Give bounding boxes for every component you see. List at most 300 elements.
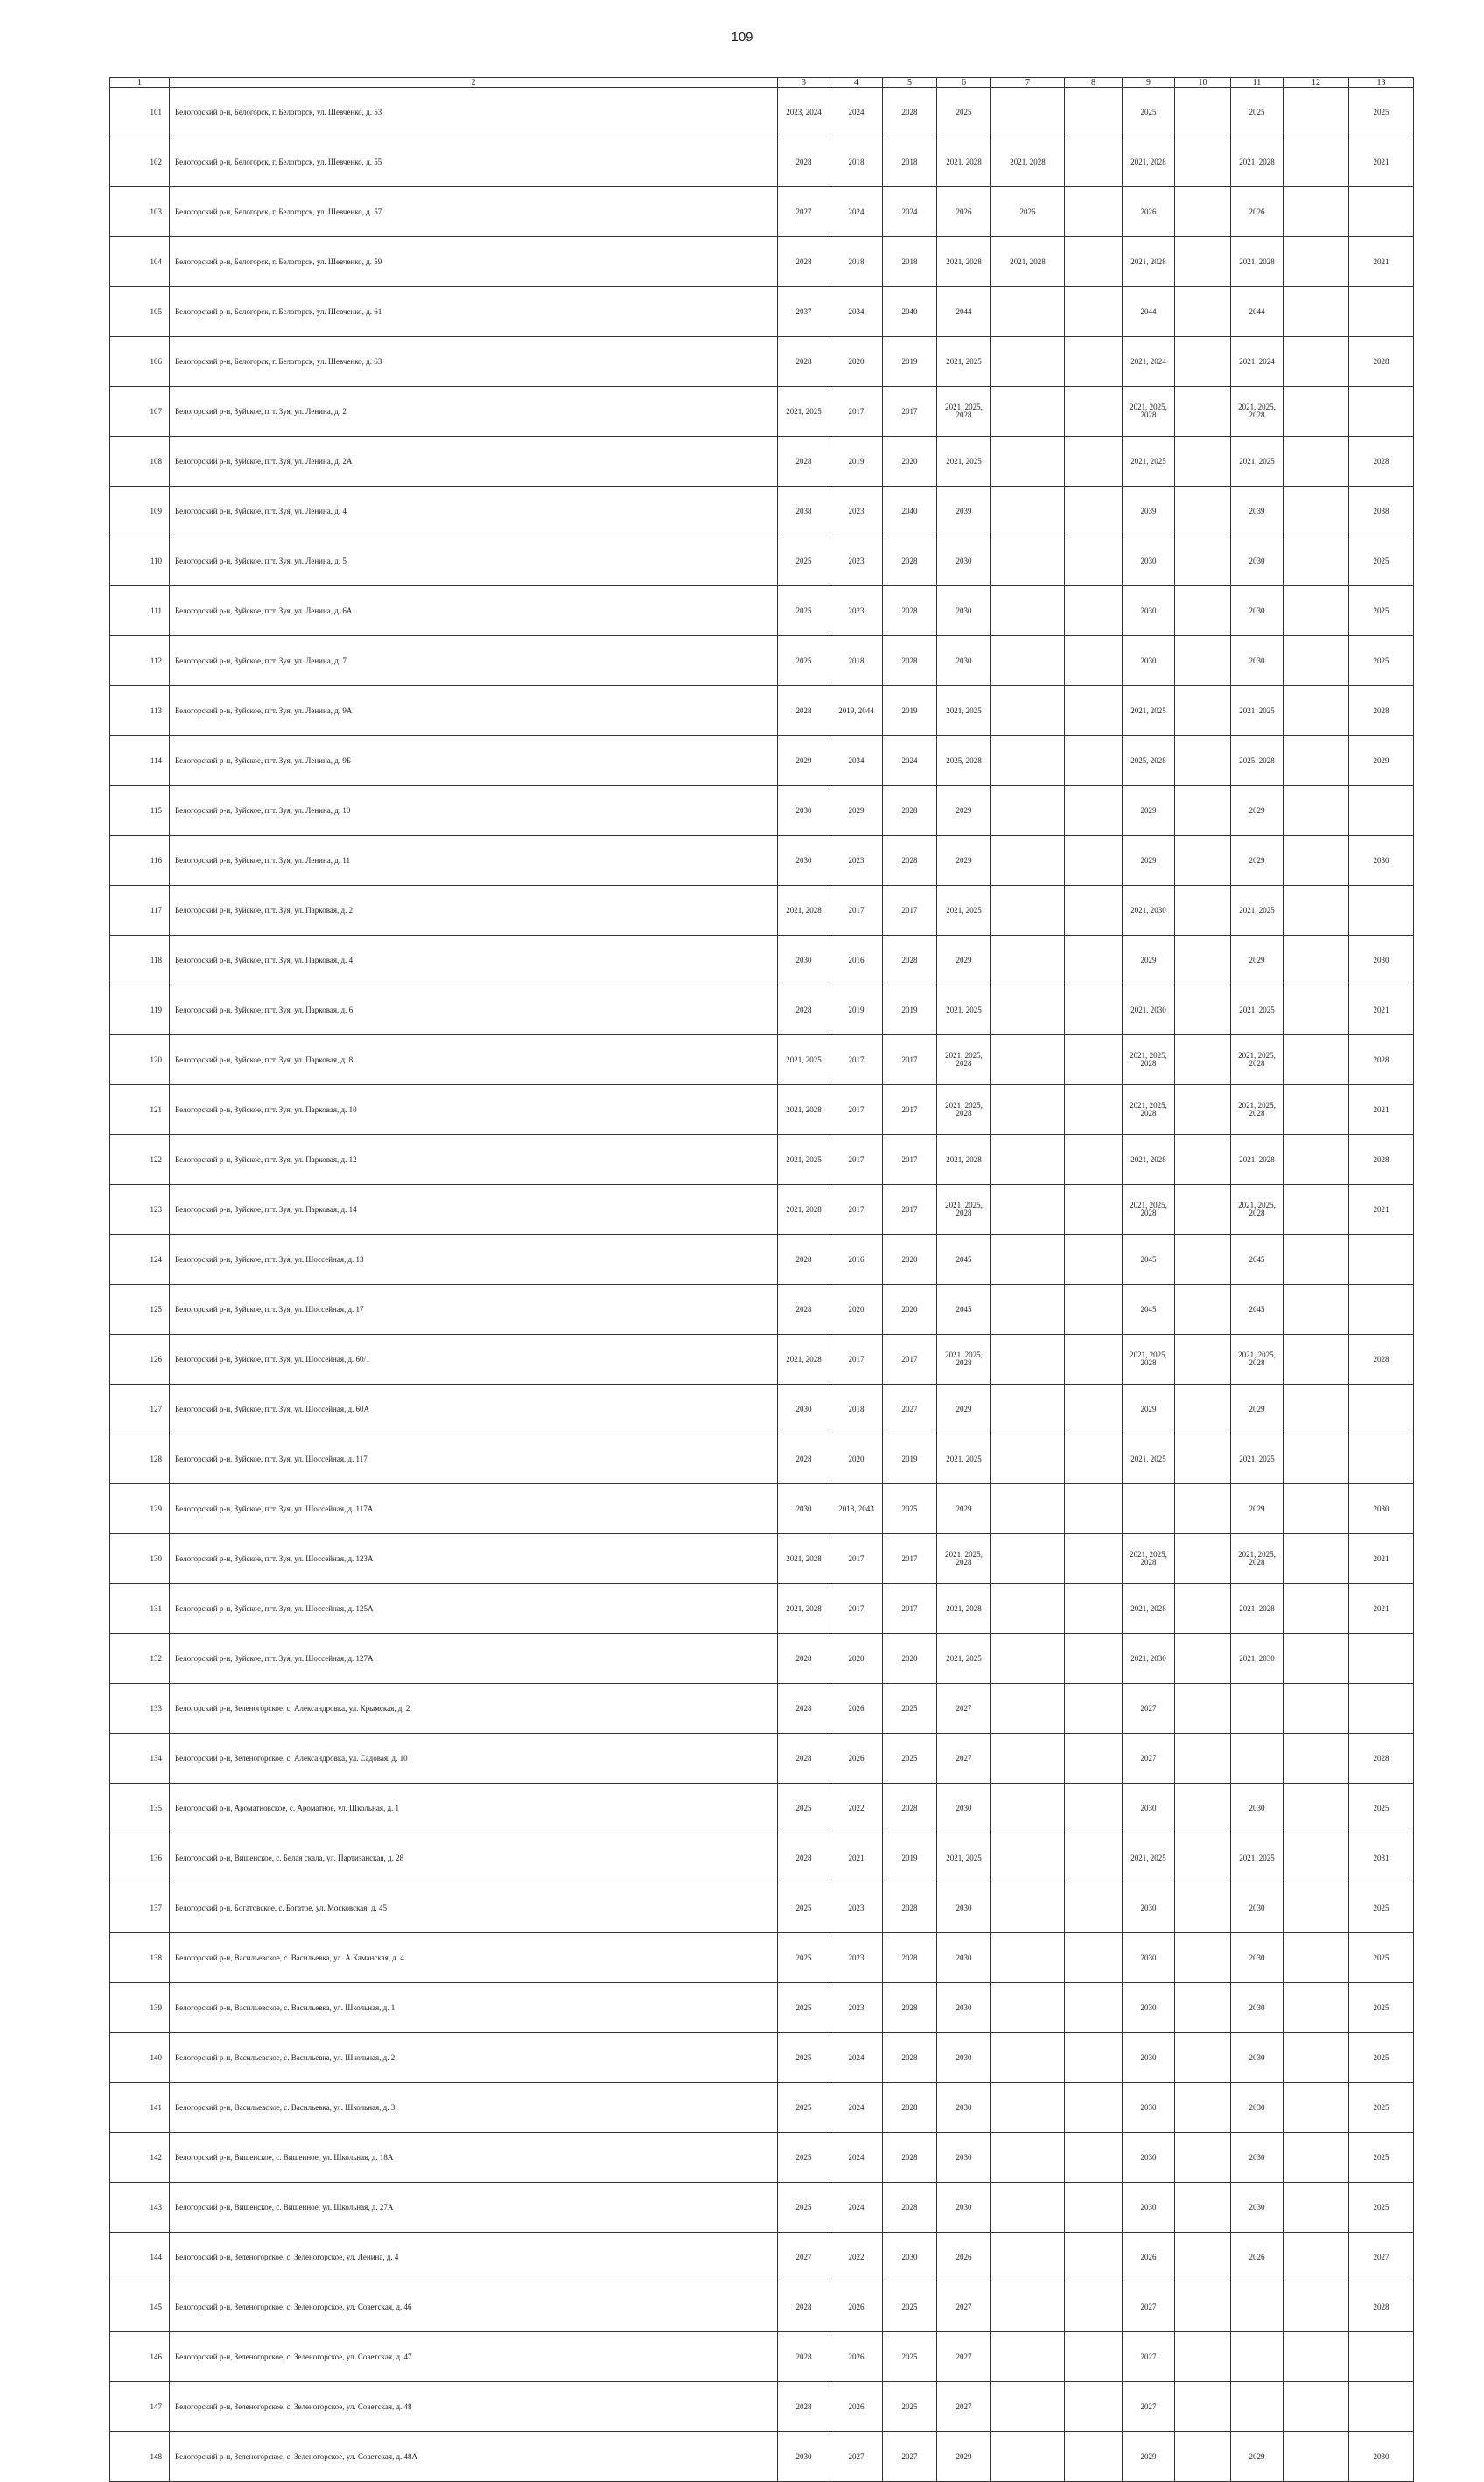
column-header: 11 xyxy=(1231,78,1284,88)
value-cell: 2024 xyxy=(830,2133,883,2183)
value-cell: 2021, 2024 xyxy=(1231,337,1284,387)
value-cell: 2025 xyxy=(1349,1983,1414,2033)
value-cell xyxy=(1231,1734,1284,1784)
value-cell: 2027 xyxy=(1123,1684,1175,1734)
value-cell xyxy=(1349,2382,1414,2432)
address-cell: Белогорский р-н, Зуйское, пгт. Зуя, ул. Ленина, д. 6А xyxy=(170,586,778,636)
value-cell xyxy=(1065,1434,1123,1484)
value-cell xyxy=(1284,1285,1349,1335)
address-cell: Белогорский р-н, Белогорск, г. Белогорск, ул. Шевченко, д. 53 xyxy=(170,88,778,137)
value-cell: 2021, 2025 xyxy=(937,1634,991,1684)
table-row xyxy=(110,636,1414,686)
table-row xyxy=(110,1085,1414,1135)
value-cell: 2028 xyxy=(883,586,937,636)
value-cell xyxy=(1284,1135,1349,1185)
value-cell xyxy=(991,2432,1065,2482)
value-cell: 2023 xyxy=(830,1983,883,2033)
row-number-cell: 133 xyxy=(110,1684,170,1734)
table-row xyxy=(110,686,1414,736)
value-cell xyxy=(1284,1983,1349,2033)
value-cell: 2037 xyxy=(778,287,830,337)
value-cell xyxy=(991,1385,1065,1434)
value-cell: 2030 xyxy=(1123,1784,1175,1833)
value-cell xyxy=(1175,187,1231,237)
value-cell: 2017 xyxy=(830,387,883,437)
row-number-cell: 102 xyxy=(110,137,170,187)
value-cell: 2021, 2028 xyxy=(778,1534,830,1584)
value-cell: 2017 xyxy=(830,1335,883,1385)
value-cell: 2028 xyxy=(778,237,830,287)
value-cell: 2028 xyxy=(1349,337,1414,387)
value-cell xyxy=(991,1135,1065,1185)
value-cell: 2017 xyxy=(830,1534,883,1584)
value-cell xyxy=(1175,2033,1231,2083)
value-cell xyxy=(991,2282,1065,2332)
value-cell xyxy=(1175,1983,1231,2033)
value-cell xyxy=(1175,1534,1231,1584)
value-cell: 2021, 2024 xyxy=(1123,337,1175,387)
address-cell: Белогорский р-н, Зуйское, пгт. Зуя, ул. Шоссейная, д. 117А xyxy=(170,1484,778,1534)
value-cell: 2021, 2025 xyxy=(937,686,991,736)
table-row xyxy=(110,1634,1414,1684)
table-row xyxy=(110,2083,1414,2133)
value-cell xyxy=(1065,1534,1123,1584)
value-cell xyxy=(1175,1634,1231,1684)
row-number-cell: 105 xyxy=(110,287,170,337)
table-row xyxy=(110,2432,1414,2482)
value-cell: 2021, 2025 xyxy=(937,437,991,487)
value-cell: 2030 xyxy=(1231,1933,1284,1983)
value-cell: 2021, 2028 xyxy=(778,1335,830,1385)
value-cell: 2027 xyxy=(778,2233,830,2282)
value-cell xyxy=(1065,1085,1123,1135)
row-number-cell: 106 xyxy=(110,337,170,387)
value-cell: 2027 xyxy=(883,1385,937,1434)
value-cell xyxy=(1284,187,1349,237)
value-cell: 2039 xyxy=(937,487,991,536)
value-cell: 2028 xyxy=(778,2282,830,2332)
value-cell: 2021, 2025, 2028 xyxy=(1231,387,1284,437)
value-cell: 2021, 2025, 2028 xyxy=(1231,1035,1284,1085)
value-cell xyxy=(1349,1634,1414,1684)
value-cell xyxy=(1065,686,1123,736)
address-cell: Белогорский р-н, Белогорск, г. Белогорск, ул. Шевченко, д. 63 xyxy=(170,337,778,387)
table-row xyxy=(110,137,1414,187)
table-row xyxy=(110,1684,1414,1734)
value-cell: 2021, 2025, 2028 xyxy=(1123,1335,1175,1385)
value-cell: 2029 xyxy=(1123,2432,1175,2482)
value-cell xyxy=(1065,2332,1123,2382)
row-number-cell: 119 xyxy=(110,985,170,1035)
address-cell: Белогорский р-н, Васильевское, с. Васильевка, ул. Школьная, д. 3 xyxy=(170,2083,778,2133)
value-cell xyxy=(1349,187,1414,237)
value-cell xyxy=(1349,2332,1414,2382)
value-cell: 2021, 2028 xyxy=(937,1584,991,1634)
value-cell xyxy=(991,1285,1065,1335)
value-cell: 2030 xyxy=(937,1983,991,2033)
row-number-cell: 146 xyxy=(110,2332,170,2382)
value-cell: 2023 xyxy=(830,1883,883,1933)
value-cell: 2020 xyxy=(883,1235,937,1285)
value-cell xyxy=(1175,586,1231,636)
value-cell: 2028 xyxy=(778,1434,830,1484)
value-cell: 2029 xyxy=(1349,736,1414,786)
value-cell xyxy=(991,437,1065,487)
value-cell: 2031 xyxy=(1349,1833,1414,1883)
value-cell xyxy=(1231,2332,1284,2382)
value-cell xyxy=(1175,437,1231,487)
value-cell: 2024 xyxy=(883,187,937,237)
value-cell: 2021, 2025, 2028 xyxy=(1231,1185,1284,1235)
value-cell: 2044 xyxy=(1123,287,1175,337)
row-number-cell: 103 xyxy=(110,187,170,237)
table-row xyxy=(110,1484,1414,1534)
value-cell xyxy=(1175,1734,1231,1784)
row-number-cell: 140 xyxy=(110,2033,170,2083)
value-cell: 2029 xyxy=(778,736,830,786)
value-cell: 2021, 2028 xyxy=(1123,237,1175,287)
page-number: 109 xyxy=(731,30,753,45)
value-cell xyxy=(1065,736,1123,786)
value-cell: 2026 xyxy=(830,2332,883,2382)
value-cell: 2030 xyxy=(883,2233,937,2282)
value-cell: 2026 xyxy=(937,2233,991,2282)
value-cell xyxy=(1284,636,1349,686)
value-cell xyxy=(1284,2183,1349,2233)
value-cell xyxy=(1284,1335,1349,1385)
value-cell xyxy=(1175,1933,1231,1983)
value-cell: 2021, 2025 xyxy=(1231,686,1284,736)
row-number-cell: 111 xyxy=(110,586,170,636)
value-cell xyxy=(1065,1035,1123,1085)
value-cell xyxy=(1065,487,1123,536)
value-cell xyxy=(1175,1285,1231,1335)
value-cell: 2023 xyxy=(830,1933,883,1983)
value-cell: 2028 xyxy=(883,1784,937,1833)
address-cell: Белогорский р-н, Зуйское, пгт. Зуя, ул. Ленина, д. 2А xyxy=(170,437,778,487)
value-cell: 2028 xyxy=(1349,686,1414,736)
value-cell xyxy=(1284,1085,1349,1135)
address-cell: Белогорский р-н, Зуйское, пгт. Зуя, ул. Ленина, д. 11 xyxy=(170,836,778,886)
value-cell: 2025 xyxy=(883,2382,937,2432)
value-cell: 2017 xyxy=(883,387,937,437)
row-number-cell: 114 xyxy=(110,736,170,786)
value-cell xyxy=(1065,187,1123,237)
value-cell: 2021 xyxy=(1349,137,1414,187)
value-cell: 2021, 2025, 2028 xyxy=(1123,1085,1175,1135)
value-cell: 2025 xyxy=(778,1933,830,1983)
value-cell: 2028 xyxy=(883,1933,937,1983)
value-cell xyxy=(1231,2282,1284,2332)
value-cell: 2021, 2030 xyxy=(1123,1634,1175,1684)
value-cell: 2019 xyxy=(883,1434,937,1484)
value-cell: 2029 xyxy=(937,786,991,836)
row-number-cell: 145 xyxy=(110,2282,170,2332)
value-cell: 2023 xyxy=(830,536,883,586)
value-cell: 2021, 2025, 2028 xyxy=(937,1534,991,1584)
value-cell xyxy=(1065,1634,1123,1684)
value-cell xyxy=(1065,2083,1123,2133)
address-cell: Белогорский р-н, Зеленогорское, с. Александровка, ул. Крымская, д. 2 xyxy=(170,1684,778,1734)
table-row xyxy=(110,387,1414,437)
value-cell xyxy=(1175,686,1231,736)
value-cell: 2044 xyxy=(1231,287,1284,337)
row-number-cell: 110 xyxy=(110,536,170,586)
value-cell: 2021, 2025 xyxy=(937,985,991,1035)
value-cell xyxy=(1175,1185,1231,1235)
value-cell: 2022 xyxy=(830,2233,883,2282)
value-cell: 2021, 2025 xyxy=(778,1035,830,1085)
value-cell: 2018 xyxy=(830,1385,883,1434)
value-cell: 2040 xyxy=(883,287,937,337)
value-cell: 2021, 2028 xyxy=(778,886,830,936)
value-cell: 2021 xyxy=(1349,985,1414,1035)
value-cell: 2029 xyxy=(1123,836,1175,886)
row-number-cell: 104 xyxy=(110,237,170,287)
value-cell: 2025 xyxy=(937,88,991,137)
value-cell xyxy=(1175,1085,1231,1135)
value-cell: 2028 xyxy=(883,2183,937,2233)
value-cell xyxy=(1065,2183,1123,2233)
value-cell xyxy=(1065,2432,1123,2482)
value-cell xyxy=(1175,636,1231,686)
value-cell xyxy=(1349,1235,1414,1285)
value-cell xyxy=(1175,1335,1231,1385)
value-cell: 2030 xyxy=(1123,536,1175,586)
table-row xyxy=(110,1434,1414,1484)
value-cell: 2028 xyxy=(778,1833,830,1883)
value-cell: 2029 xyxy=(1123,1385,1175,1434)
value-cell: 2020 xyxy=(830,337,883,387)
table-row xyxy=(110,536,1414,586)
value-cell xyxy=(1284,1933,1349,1983)
value-cell xyxy=(1065,437,1123,487)
value-cell: 2030 xyxy=(937,2033,991,2083)
value-cell xyxy=(1065,2033,1123,2083)
value-cell: 2030 xyxy=(778,1385,830,1434)
table-row xyxy=(110,337,1414,387)
value-cell: 2017 xyxy=(830,1085,883,1135)
value-cell xyxy=(991,985,1065,1035)
value-cell xyxy=(991,536,1065,586)
value-cell xyxy=(1065,1584,1123,1634)
table-row xyxy=(110,586,1414,636)
value-cell xyxy=(991,2133,1065,2183)
value-cell: 2021, 2028 xyxy=(991,237,1065,287)
value-cell: 2030 xyxy=(1349,2432,1414,2482)
value-cell: 2030 xyxy=(1231,536,1284,586)
value-cell: 2025 xyxy=(883,1684,937,1734)
address-cell: Белогорский р-н, Белогорск, г. Белогорск, ул. Шевченко, д. 61 xyxy=(170,287,778,337)
value-cell xyxy=(1123,1484,1175,1534)
value-cell: 2021, 2028 xyxy=(1231,237,1284,287)
value-cell: 2030 xyxy=(937,536,991,586)
value-cell xyxy=(991,936,1065,985)
address-cell: Белогорский р-н, Зуйское, пгт. Зуя, ул. Ленина, д. 7 xyxy=(170,636,778,686)
value-cell: 2030 xyxy=(1123,2183,1175,2233)
value-cell: 2030 xyxy=(937,1933,991,1983)
value-cell xyxy=(1349,1434,1414,1484)
value-cell xyxy=(1065,636,1123,686)
table-row xyxy=(110,437,1414,487)
value-cell: 2039 xyxy=(1123,487,1175,536)
address-cell: Белогорский р-н, Богатовское, с. Богатое, ул. Московская, д. 45 xyxy=(170,1883,778,1933)
value-cell xyxy=(1175,2382,1231,2432)
value-cell xyxy=(1065,1385,1123,1434)
value-cell xyxy=(1175,886,1231,936)
value-cell: 2019 xyxy=(883,337,937,387)
value-cell: 2025 xyxy=(883,2332,937,2382)
value-cell: 2030 xyxy=(778,936,830,985)
row-number-cell: 123 xyxy=(110,1185,170,1235)
address-cell: Белогорский р-н, Вишенское, с. Вишенное, ул. Школьная, д. 18А xyxy=(170,2133,778,2183)
value-cell xyxy=(1284,237,1349,287)
table-row xyxy=(110,1235,1414,1285)
value-cell: 2030 xyxy=(937,636,991,686)
value-cell: 2030 xyxy=(937,2083,991,2133)
value-cell xyxy=(1065,2382,1123,2432)
value-cell: 2028 xyxy=(883,1883,937,1933)
value-cell xyxy=(991,88,1065,137)
value-cell: 2021, 2025, 2028 xyxy=(937,387,991,437)
row-number-cell: 131 xyxy=(110,1584,170,1634)
value-cell xyxy=(991,2332,1065,2382)
value-cell: 2044 xyxy=(937,287,991,337)
value-cell xyxy=(1175,2183,1231,2233)
value-cell: 2028 xyxy=(1349,2282,1414,2332)
row-number-cell: 116 xyxy=(110,836,170,886)
value-cell: 2028 xyxy=(883,536,937,586)
value-cell: 2021, 2028 xyxy=(1231,1135,1284,1185)
value-cell: 2026 xyxy=(1231,187,1284,237)
address-cell: Белогорский р-н, Вишенское, с. Белая скала, ул. Партизанская, д. 28 xyxy=(170,1833,778,1883)
table-row xyxy=(110,487,1414,536)
table-row xyxy=(110,886,1414,936)
value-cell xyxy=(1175,536,1231,586)
value-cell xyxy=(1175,1584,1231,1634)
value-cell: 2030 xyxy=(1231,2083,1284,2133)
table-row xyxy=(110,786,1414,836)
value-cell xyxy=(1175,936,1231,985)
value-cell: 2025 xyxy=(778,536,830,586)
row-number-cell: 125 xyxy=(110,1285,170,1335)
column-header: 8 xyxy=(1065,78,1123,88)
value-cell xyxy=(1065,985,1123,1035)
table-row xyxy=(110,1933,1414,1983)
value-cell: 2021, 2025, 2028 xyxy=(937,1185,991,1235)
value-cell xyxy=(1284,137,1349,187)
column-header: 4 xyxy=(830,78,883,88)
value-cell: 2021, 2025 xyxy=(937,1833,991,1883)
address-cell: Белогорский р-н, Зуйское, пгт. Зуя, ул. Парковая, д. 2 xyxy=(170,886,778,936)
address-cell: Белогорский р-н, Зеленогорское, с. Зеленогорское, ул. Советская, д. 48 xyxy=(170,2382,778,2432)
row-number-cell: 121 xyxy=(110,1085,170,1135)
value-cell xyxy=(1284,437,1349,487)
value-cell: 2021, 2025 xyxy=(1231,1434,1284,1484)
value-cell: 2024 xyxy=(883,736,937,786)
value-cell: 2017 xyxy=(830,886,883,936)
value-cell: 2029 xyxy=(937,836,991,886)
value-cell: 2029 xyxy=(937,1484,991,1534)
address-cell: Белогорский р-н, Зуйское, пгт. Зуя, ул. Шоссейная, д. 60А xyxy=(170,1385,778,1434)
value-cell: 2025, 2028 xyxy=(1123,736,1175,786)
value-cell: 2028 xyxy=(1349,1335,1414,1385)
value-cell xyxy=(991,1185,1065,1235)
value-cell: 2021 xyxy=(830,1833,883,1883)
value-cell xyxy=(1349,287,1414,337)
row-number-cell: 130 xyxy=(110,1534,170,1584)
address-cell: Белогорский р-н, Зеленогорское, с. Зеленогорское, ул. Советская, д. 48А xyxy=(170,2432,778,2482)
value-cell: 2018, 2043 xyxy=(830,1484,883,1534)
value-cell: 2023 xyxy=(830,836,883,886)
value-cell: 2025 xyxy=(1349,88,1414,137)
value-cell: 2025 xyxy=(778,1784,830,1833)
value-cell xyxy=(1284,1634,1349,1684)
value-cell xyxy=(1284,786,1349,836)
value-cell xyxy=(1284,686,1349,736)
value-cell xyxy=(1284,1734,1349,1784)
value-cell xyxy=(991,1734,1065,1784)
value-cell xyxy=(991,1684,1065,1734)
value-cell: 2027 xyxy=(1123,2382,1175,2432)
value-cell: 2025 xyxy=(778,1883,830,1933)
value-cell: 2028 xyxy=(883,836,937,886)
column-header: 9 xyxy=(1123,78,1175,88)
value-cell xyxy=(991,1085,1065,1135)
value-cell: 2030 xyxy=(778,786,830,836)
value-cell: 2027 xyxy=(937,2382,991,2432)
row-number-cell: 124 xyxy=(110,1235,170,1285)
value-cell: 2026 xyxy=(830,2282,883,2332)
value-cell: 2028 xyxy=(778,1285,830,1335)
value-cell: 2030 xyxy=(1123,1983,1175,2033)
value-cell xyxy=(1175,985,1231,1035)
value-cell xyxy=(1349,387,1414,437)
column-header: 2 xyxy=(170,78,778,88)
value-cell xyxy=(1065,337,1123,387)
value-cell: 2029 xyxy=(1231,2432,1284,2482)
value-cell: 2030 xyxy=(1123,2133,1175,2183)
table-row xyxy=(110,2133,1414,2183)
value-cell: 2025 xyxy=(778,2133,830,2183)
value-cell: 2021, 2025 xyxy=(937,886,991,936)
value-cell: 2021, 2025 xyxy=(1123,1833,1175,1883)
address-cell: Белогорский р-н, Зуйское, пгт. Зуя, ул. Ленина, д. 10 xyxy=(170,786,778,836)
value-cell: 2026 xyxy=(1123,2233,1175,2282)
value-cell xyxy=(1065,1983,1123,2033)
value-cell xyxy=(991,1634,1065,1684)
value-cell: 2021, 2028 xyxy=(937,1135,991,1185)
value-cell: 2029 xyxy=(1123,786,1175,836)
value-cell xyxy=(1065,2282,1123,2332)
value-cell xyxy=(1284,1883,1349,1933)
value-cell: 2026 xyxy=(830,2382,883,2432)
row-number-cell: 135 xyxy=(110,1784,170,1833)
value-cell: 2025 xyxy=(778,2083,830,2133)
value-cell xyxy=(1349,786,1414,836)
value-cell: 2021, 2025 xyxy=(778,387,830,437)
value-cell: 2017 xyxy=(883,1085,937,1135)
table-body xyxy=(110,88,1414,2482)
value-cell: 2018 xyxy=(830,137,883,187)
value-cell xyxy=(1175,1784,1231,1833)
column-header: 6 xyxy=(937,78,991,88)
value-cell: 2027 xyxy=(830,2432,883,2482)
value-cell: 2029 xyxy=(1231,1385,1284,1434)
address-cell: Белогорский р-н, Васильевское, с. Васильевка, ул. Школьная, д. 2 xyxy=(170,2033,778,2083)
row-number-cell: 143 xyxy=(110,2183,170,2233)
value-cell xyxy=(1175,137,1231,187)
